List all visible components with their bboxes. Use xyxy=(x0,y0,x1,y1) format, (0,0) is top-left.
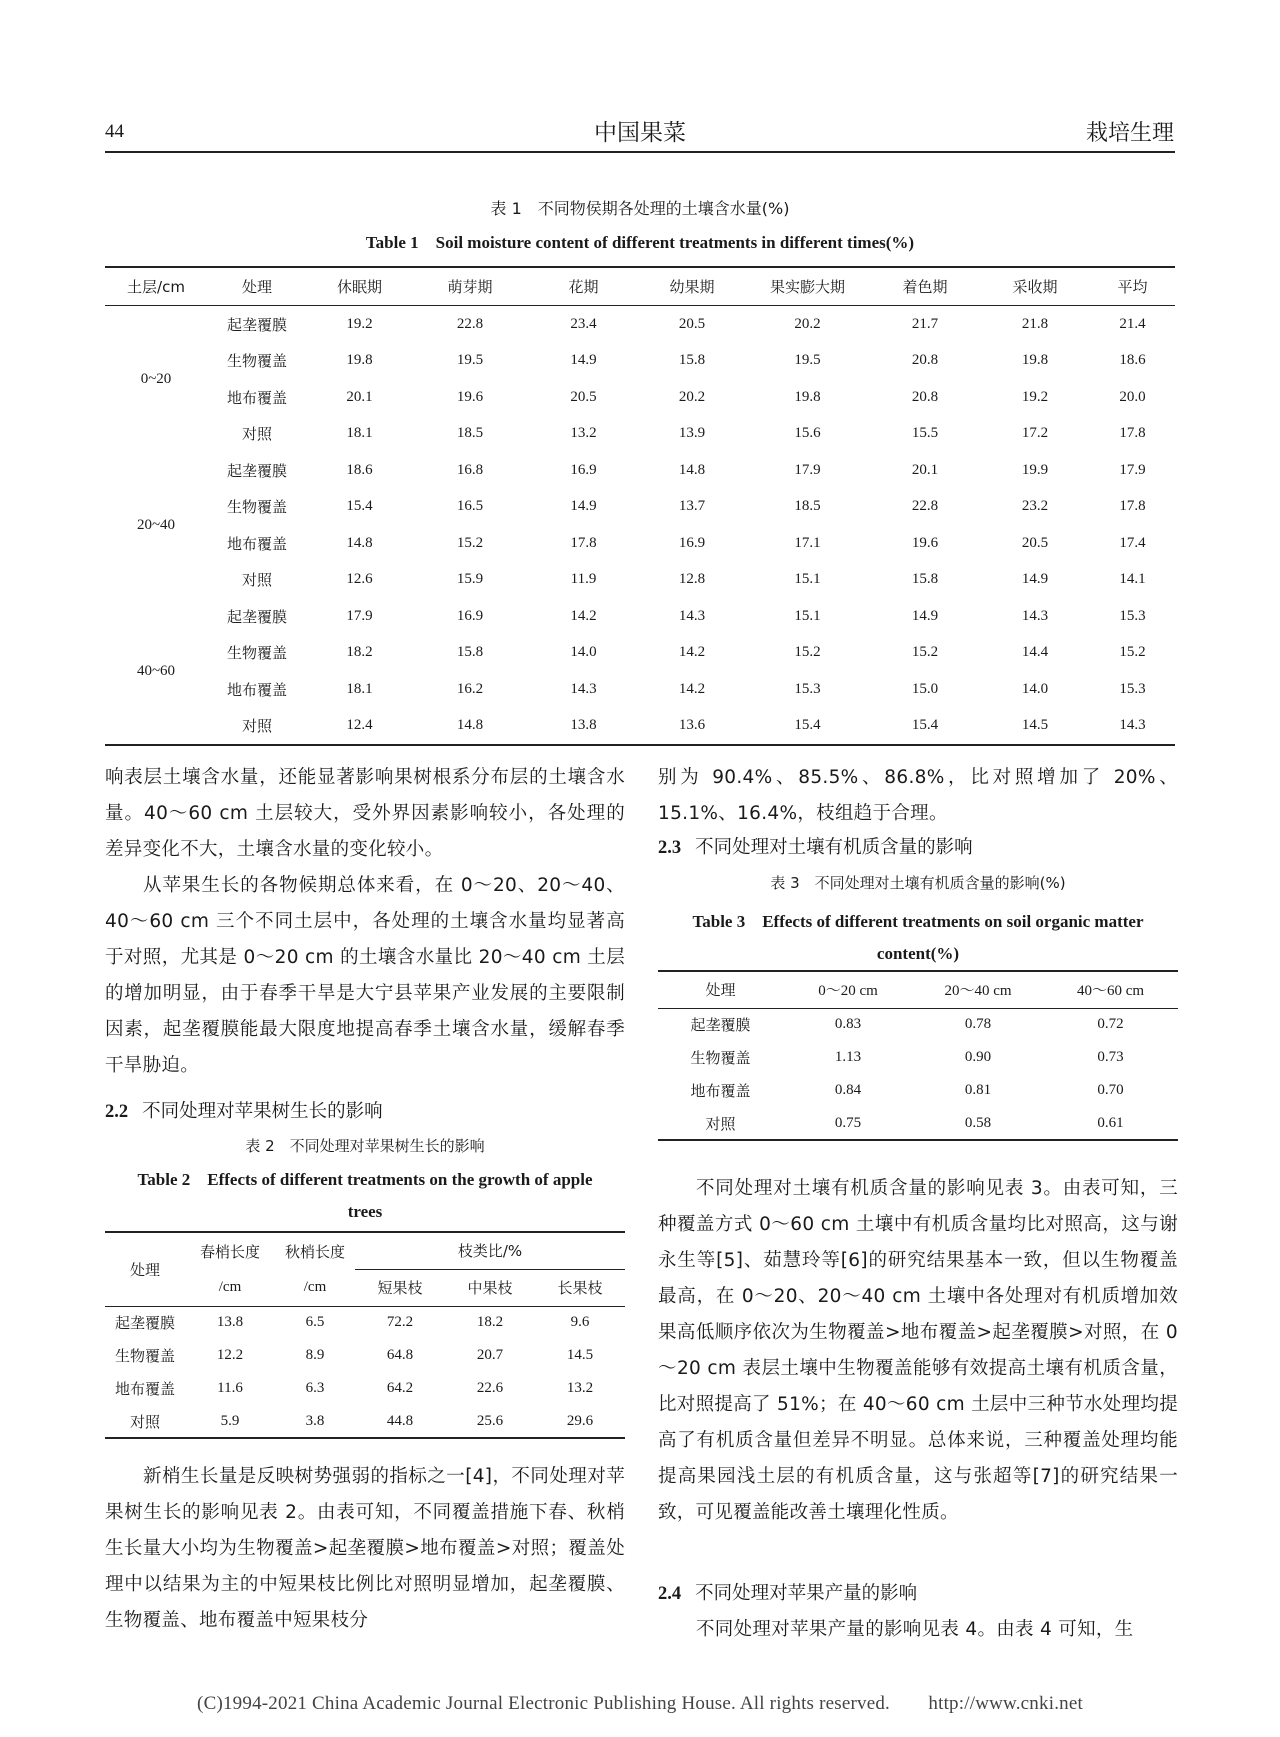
section-2-3-heading: 2.3 不同处理对土壤有机质含量的影响 xyxy=(658,837,973,858)
table2-header-ratio: 枝类比/% xyxy=(355,1232,625,1269)
table1-value-cell: 19.6 xyxy=(911,534,939,551)
table1-value-cell: 15.5 xyxy=(911,425,939,442)
section-2-2-heading: 2.2 不同处理对苹果树生长的影响 xyxy=(105,1101,383,1122)
table1-row xyxy=(105,635,1175,672)
table1-value-cell: 13.6 xyxy=(639,708,745,746)
table2-value-cell: 64.2 xyxy=(386,1380,414,1396)
table3-row xyxy=(658,1107,1178,1140)
table1-value-cell: 14.0 xyxy=(1021,680,1049,697)
table1-treatment-cell: 对照 xyxy=(241,571,272,590)
table2-row xyxy=(105,1372,625,1405)
table1-value-cell: 20.2 xyxy=(678,388,706,405)
table1-value-cell: 14.8 xyxy=(678,461,706,478)
table2-caption-cn: 表 2 不同处理对苹果树生长的影响 xyxy=(245,1137,485,1155)
left-paragraph-2: 从苹果生长的各物候期总体来看，在 0～20、20～40、40～60 cm 三个不同土层中，各处理的土壤含水量均显著高于对照，尤其是 0～20 cm 的土壤含水量比 20～40 cm 土层的增加明显，由于春季干旱是大宁县苹果产业发展的主要限制因素，起垄覆膜能最大限度地提高春季土壤含水量，缓解春季干旱胁迫。 xyxy=(105,875,625,1076)
table1-value-cell: 16.9 xyxy=(570,461,597,478)
table1-value-cell: 12.8 xyxy=(678,571,706,588)
table1-value-cell: 15.4 xyxy=(745,708,870,746)
table1-layer-cell: 0~20 xyxy=(140,370,172,387)
table1-treatment-cell: 起垄覆膜 xyxy=(226,607,287,626)
table1-value-cell: 19.6 xyxy=(456,388,484,405)
table1-treatment-cell: 生物覆盖 xyxy=(226,498,287,517)
table1-row xyxy=(105,343,1175,380)
table3-row xyxy=(658,1074,1178,1107)
table1-value-cell: 18.6 xyxy=(1119,352,1146,369)
table1-value-cell: 15.6 xyxy=(794,425,821,442)
table1-row xyxy=(105,489,1175,526)
table2-header-mid: 中果枝 xyxy=(445,1269,535,1306)
table1-value-cell: 15.9 xyxy=(456,571,484,588)
table2-value-cell: 64.8 xyxy=(386,1347,414,1363)
table1-value-cell: 15.8 xyxy=(678,352,706,369)
table1-value-cell: 22.8 xyxy=(911,498,939,515)
table3-value-cell: 0.73 xyxy=(1097,1049,1124,1065)
table2-header-long: 长果枝 xyxy=(535,1269,625,1306)
table3-value-cell: 0.72 xyxy=(1097,1016,1124,1033)
table1-value-cell: 18.2 xyxy=(346,644,373,661)
table1-value-cell: 14.9 xyxy=(911,607,939,624)
table2-header-autumn: 秋梢长度 xyxy=(275,1232,355,1269)
table1-row xyxy=(105,708,1175,746)
table2-treatment-cell: 起垄覆膜 xyxy=(114,1314,175,1333)
table3-row xyxy=(658,1041,1178,1074)
table3-treatment-cell: 地布覆盖 xyxy=(690,1082,751,1100)
table2-row xyxy=(105,1339,625,1372)
table3-header-cell: 20～40 cm xyxy=(913,971,1043,1008)
table1-value-cell: 21.4 xyxy=(1119,315,1146,332)
table1-value-cell: 20.0 xyxy=(1119,388,1146,405)
table1-value-cell: 20.1 xyxy=(346,388,373,405)
table2-treatment-cell: 地布覆盖 xyxy=(114,1380,175,1398)
section-title: 栽培生理 xyxy=(1085,121,1174,146)
table1-value-cell: 14.2 xyxy=(570,607,597,624)
table1-value-cell: 12.6 xyxy=(346,571,373,588)
table2-value-cell: 72.2 xyxy=(386,1314,414,1331)
table1-value-cell: 20.8 xyxy=(911,388,939,405)
right-paragraph-3: 不同处理对苹果产量的影响见表 4。由表 4 可知，生 xyxy=(696,1619,1134,1640)
table1-layer-cell: 20~40 xyxy=(136,516,176,533)
table1-value-cell: 15.8 xyxy=(911,571,939,588)
table1-header-cell: 萌芽期 xyxy=(412,267,528,306)
table3-caption-en: Table 3 Effects of different treatments on soil organic matter content(%) xyxy=(692,912,1144,963)
table1-header-cell: 着色期 xyxy=(870,267,980,306)
table1-value-cell: 19.5 xyxy=(456,352,484,369)
table1-value-cell: 17.1 xyxy=(794,534,821,551)
table3-value-cell: 1.13 xyxy=(834,1049,862,1065)
table1-value-cell: 15.8 xyxy=(456,644,484,661)
table1-value-cell: 14.2 xyxy=(678,644,706,661)
table1-treatment-cell: 地布覆盖 xyxy=(226,388,287,407)
table1-value-cell: 16.9 xyxy=(456,607,484,624)
table1-header-cell: 处理 xyxy=(207,267,307,306)
table2-treatment-cell: 对照 xyxy=(105,1405,185,1438)
table2-value-cell: 6.3 xyxy=(305,1380,325,1396)
table3-value-cell: 0.81 xyxy=(964,1082,992,1098)
table1-value-cell: 19.8 xyxy=(1021,352,1049,369)
table1-value-cell: 15.2 xyxy=(1119,644,1146,661)
table1-header-row xyxy=(105,267,1175,306)
table1-value-cell: 15.2 xyxy=(911,644,939,661)
table2-value-cell: 11.6 xyxy=(217,1380,243,1396)
header-rule xyxy=(105,151,1175,153)
table1-treatment-cell: 地布覆盖 xyxy=(226,680,287,699)
table1-value-cell: 14.8 xyxy=(412,708,528,746)
table1-value-cell: 17.8 xyxy=(1119,498,1146,515)
table3-treatment-cell: 起垄覆膜 xyxy=(690,1016,751,1035)
table1-value-cell: 14.3 xyxy=(1090,708,1175,746)
table2-value-cell: 14.5 xyxy=(566,1347,594,1363)
table1-header-cell: 幼果期 xyxy=(639,267,745,306)
table2-value-cell: 44.8 xyxy=(355,1405,445,1438)
table3-value-cell: 0.75 xyxy=(783,1107,913,1140)
table1-row xyxy=(105,379,1175,416)
table1-value-cell: 14.9 xyxy=(570,352,597,369)
table1-value-cell: 20.2 xyxy=(794,315,821,332)
table1-treatment-cell: 生物覆盖 xyxy=(226,644,287,663)
table3-value-cell: 0.90 xyxy=(964,1049,992,1065)
table1-value-cell: 19.9 xyxy=(1021,461,1049,478)
table1-value-cell: 23.2 xyxy=(1021,498,1049,515)
table1-value-cell: 17.8 xyxy=(570,534,597,551)
table3 xyxy=(658,970,1178,1141)
table2-caption-en: Table 2 Effects of different treatments on the growth of apple trees xyxy=(137,1170,593,1221)
table1-value-cell: 14.4 xyxy=(1021,644,1049,661)
table1-value-cell: 14.3 xyxy=(678,607,706,624)
table1-value-cell: 21.7 xyxy=(911,315,939,332)
table2-value-cell: 9.6 xyxy=(570,1314,590,1331)
table1-value-cell: 16.8 xyxy=(456,461,484,478)
table1-value-cell: 13.7 xyxy=(678,498,706,515)
table2-value-cell: 18.2 xyxy=(476,1314,504,1331)
table1-row xyxy=(105,671,1175,708)
left-paragraph-1: 响表层土壤含水量，还能显著影响果树根系分布层的土壤含水量。40～60 cm 土层较大，受外界因素影响较小，各处理的差异变化不大，土壤含水量的变化较小。 xyxy=(105,767,625,860)
table1-value-cell: 15.0 xyxy=(911,680,939,697)
table2-value-cell: 29.6 xyxy=(535,1405,625,1438)
table2-value-cell: 13.8 xyxy=(216,1314,244,1331)
table1-value-cell: 13.8 xyxy=(528,708,639,746)
right-paragraph-1: 别为 90.4%、85.5%、86.8%，比对照增加了 20%、15.1%、16.4%，枝组趋于合理。 xyxy=(658,767,1178,824)
table3-header-cell: 处理 xyxy=(658,971,783,1008)
table2-header-spring-unit: /cm xyxy=(185,1269,275,1306)
table3-value-cell: 0.83 xyxy=(834,1016,862,1033)
table1-header-cell: 果实膨大期 xyxy=(745,267,870,306)
table2-value-cell: 6.5 xyxy=(305,1314,325,1331)
right-paragraph-2: 不同处理对土壤有机质含量的影响见表 3。由表可知，三种覆盖方式 0～60 cm 土壤中有机质含量均比对照高，这与谢永生等[5]、茹慧玲等[6]的研究结果基本一致，但以生物覆盖最高，在 0～20、20～40 cm 土壤中各处理对有机质增加效果高低顺序依次为生物覆盖>地布覆盖>起垄覆膜>对照，在 0～20 cm 表层土壤中生物覆盖能够有效提高土壤有机质含量，比对照提高了 51%；在 40～60 cm 土层中三种节水处理均提高了有机质含量但差异不明显。总体来说，三种覆盖处理均能提高果园浅土层的有机质含量，这与张超等[7]的研究结果一致，可见覆盖能改善土壤理化性质。 xyxy=(658,1178,1178,1523)
table1-caption-en: Table 1 Soil moisture content of different treatments in different times(%) xyxy=(365,233,915,252)
table1-value-cell: 20.8 xyxy=(911,352,939,369)
table1-value-cell: 13.2 xyxy=(570,425,597,442)
table1-value-cell: 15.1 xyxy=(794,571,821,588)
table1-value-cell: 17.2 xyxy=(1021,425,1049,442)
table3-value-cell: 0.70 xyxy=(1097,1082,1124,1098)
table1-treatment-cell: 对照 xyxy=(241,425,272,444)
table1-value-cell: 19.8 xyxy=(346,352,373,369)
table1-value-cell: 18.6 xyxy=(346,461,373,478)
page-number: 44 xyxy=(105,121,124,142)
table1-value-cell: 14.8 xyxy=(346,534,373,551)
table1-value-cell: 14.3 xyxy=(570,680,597,697)
table2 xyxy=(105,1231,625,1439)
table3-header-cell: 40～60 cm xyxy=(1043,971,1178,1008)
table1-row xyxy=(105,306,1175,343)
table1-value-cell: 19.8 xyxy=(794,388,821,405)
table1-treatment-cell: 生物覆盖 xyxy=(226,352,287,371)
table1-value-cell: 15.2 xyxy=(456,534,484,551)
table2-row xyxy=(105,1405,625,1438)
table2-value-cell: 12.2 xyxy=(216,1347,244,1363)
table3-value-cell: 0.58 xyxy=(913,1107,1043,1140)
section-2-4-heading: 2.4 不同处理对苹果产量的影响 xyxy=(658,1583,918,1604)
table1-value-cell: 17.9 xyxy=(346,607,373,624)
table1-value-cell: 15.3 xyxy=(1119,680,1146,697)
table1-value-cell: 14.3 xyxy=(1021,607,1049,624)
table1-value-cell: 13.9 xyxy=(678,425,706,442)
table1-header-cell: 休眠期 xyxy=(307,267,412,306)
table1-value-cell: 15.4 xyxy=(870,708,980,746)
table1-value-cell: 16.2 xyxy=(456,680,484,697)
table2-row xyxy=(105,1306,625,1339)
table2-header-autumn-unit: /cm xyxy=(275,1269,355,1306)
journal-title: 中国果菜 xyxy=(594,120,686,146)
table1-value-cell: 15.2 xyxy=(794,644,821,661)
table1-value-cell: 17.8 xyxy=(1119,425,1146,442)
table1-row xyxy=(105,562,1175,599)
table1-value-cell: 17.4 xyxy=(1119,534,1146,551)
table3-value-cell: 0.78 xyxy=(964,1016,992,1033)
table1-value-cell: 19.2 xyxy=(1021,388,1049,405)
table3-row xyxy=(658,1008,1178,1041)
table1-value-cell: 14.0 xyxy=(570,644,597,661)
table1-value-cell: 23.4 xyxy=(570,315,597,332)
table1-value-cell: 15.1 xyxy=(794,607,821,624)
table2-value-cell: 13.2 xyxy=(566,1380,594,1396)
table1-value-cell: 14.5 xyxy=(980,708,1090,746)
table1-value-cell: 19.5 xyxy=(794,352,821,369)
table1-value-cell: 17.9 xyxy=(1119,461,1146,478)
table1-row xyxy=(105,598,1175,635)
table1-layer-cell: 40~60 xyxy=(105,598,207,745)
table1-value-cell: 15.3 xyxy=(794,680,821,697)
table2-treatment-cell: 生物覆盖 xyxy=(114,1347,175,1365)
table1-treatment-cell: 对照 xyxy=(207,708,307,746)
table1-value-cell: 15.4 xyxy=(346,498,373,515)
table1-value-cell: 20.5 xyxy=(570,388,597,405)
table2-value-cell: 5.9 xyxy=(185,1405,275,1438)
table1-treatment-cell: 地布覆盖 xyxy=(226,534,287,553)
left-paragraph-3: 新梢生长量是反映树势强弱的指标之一[4]，不同处理对苹果树生长的影响见表 2。由表可知，不同覆盖措施下春、秋梢生长量大小均为生物覆盖>起垄覆膜>地布覆盖>对照；覆盖处理中以结果为主的中短果枝比例比对照明显增加，起垄覆膜、生物覆盖、地布覆盖中短果枝分 xyxy=(105,1466,625,1631)
table1-header-cell: 花期 xyxy=(528,267,639,306)
table1-value-cell: 16.5 xyxy=(456,498,484,515)
table2-value-cell: 20.7 xyxy=(476,1347,504,1363)
copyright-footer: (C)1994-2021 China Academic Journal Electronic Publishing House. All rights reserved. http://www.cnki.net xyxy=(197,1693,1083,1714)
table1-row xyxy=(105,452,1175,489)
table1-value-cell: 11.9 xyxy=(570,571,597,588)
table1-header-cell: 平均 xyxy=(1090,267,1175,306)
table1-value-cell: 20.5 xyxy=(1021,534,1049,551)
table2-value-cell: 25.6 xyxy=(445,1405,535,1438)
table1-treatment-cell: 起垄覆膜 xyxy=(226,461,287,480)
table1-value-cell: 14.9 xyxy=(1021,571,1049,588)
table1-value-cell: 20.5 xyxy=(678,315,706,332)
table2-header-short: 短果枝 xyxy=(355,1269,445,1306)
table1-caption-cn: 表 1 不同物侯期各处理的土壤含水量(%) xyxy=(490,199,790,218)
table3-treatment-cell: 生物覆盖 xyxy=(690,1049,751,1067)
table1-header-cell: 采收期 xyxy=(980,267,1090,306)
table1-value-cell: 21.8 xyxy=(1021,315,1049,332)
table3-header-cell: 0～20 cm xyxy=(783,971,913,1008)
table1-value-cell: 14.2 xyxy=(678,680,706,697)
table3-header-row xyxy=(658,971,1178,1008)
table1-value-cell: 19.2 xyxy=(346,315,373,332)
table1 xyxy=(105,266,1175,746)
table2-header-treatment: 处理 xyxy=(105,1232,185,1306)
table3-caption-cn: 表 3 不同处理对土壤有机质含量的影响(%) xyxy=(770,874,1066,892)
table1-value-cell: 18.5 xyxy=(794,498,821,515)
table1-treatment-cell: 起垄覆膜 xyxy=(226,315,287,334)
table2-header-spring: 春梢长度 xyxy=(185,1232,275,1269)
table3-value-cell: 0.61 xyxy=(1043,1107,1178,1140)
table1-value-cell: 18.5 xyxy=(456,425,484,442)
table1-value-cell: 17.9 xyxy=(794,461,821,478)
table1-value-cell: 14.9 xyxy=(570,498,597,515)
table1-value-cell: 18.1 xyxy=(346,425,373,442)
table1-header-cell: 土层/cm xyxy=(105,267,207,306)
table1-value-cell: 14.1 xyxy=(1119,571,1146,588)
table1-value-cell: 18.1 xyxy=(346,680,373,697)
table1-row xyxy=(105,525,1175,562)
table3-value-cell: 0.84 xyxy=(834,1082,862,1098)
table1-row xyxy=(105,416,1175,453)
table1-value-cell: 22.8 xyxy=(456,315,484,332)
table1-value-cell: 16.9 xyxy=(678,534,706,551)
table3-treatment-cell: 对照 xyxy=(658,1107,783,1140)
table1-value-cell: 20.1 xyxy=(911,461,939,478)
table2-value-cell: 8.9 xyxy=(305,1347,325,1363)
table2-value-cell: 3.8 xyxy=(275,1405,355,1438)
table1-value-cell: 12.4 xyxy=(307,708,412,746)
table1-value-cell: 15.3 xyxy=(1119,607,1146,624)
table2-value-cell: 22.6 xyxy=(476,1380,504,1396)
